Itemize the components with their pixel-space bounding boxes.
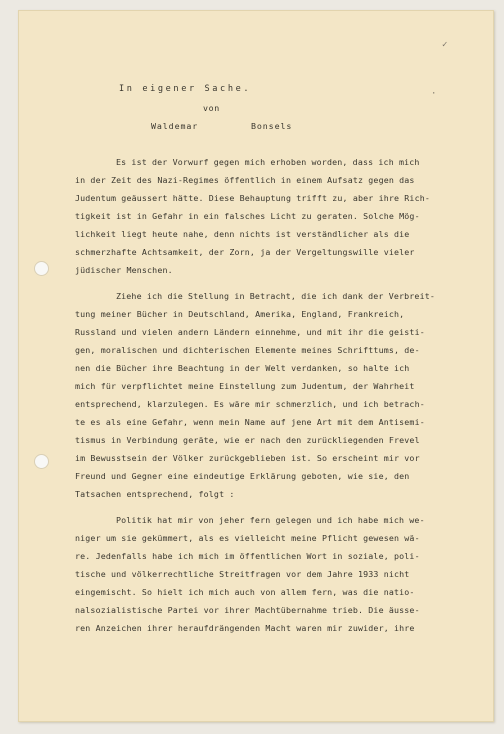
text-line: niger um sie gekümmert, als es vielleicht meine Pflicht gewesen wä- (75, 533, 420, 543)
text-line: tigkeit ist in Gefahr in ein falsches Licht zu geraten. Solche Mög- (75, 211, 420, 221)
author-last-name: Bonsels (251, 121, 293, 131)
text-line: ren Anzeichen ihrer heraufdrängenden Macht waren mir zuwider, ihre (75, 623, 415, 633)
text-line: tismus in Verbindung geräte, wie er nach den zurückliegenden Frevel (75, 435, 420, 445)
text-line: Es ist der Vorwurf gegen mich erhoben worden, dass ich mich (116, 157, 420, 167)
text-line: Russland und vielen andern Ländern einnehme, und mit ihr die geisti- (75, 327, 425, 337)
text-line: Freund und Gegner eine eindeutige Erklärung geboten, wie sie, den (75, 471, 410, 481)
text-line: Judentum geäussert hätte. Diese Behauptung trifft zu, aber ihre Rich- (75, 193, 431, 203)
author-first-name: Waldemar (151, 121, 199, 131)
text-line: te es als eine Gefahr, wenn mein Name auf jene Art mit dem Antisemi- (75, 417, 425, 427)
typewritten-page (18, 10, 494, 722)
text-line: entsprechend, klarzulegen. Es wäre mir schmerzlich, und ich betrach- (75, 399, 425, 409)
text-line: tung meiner Bücher in Deutschland, Amerika, England, Frankreich, (75, 309, 405, 319)
pencil-mark-title: · (431, 89, 437, 99)
text-line: Tatsachen entsprechend, folgt : (75, 489, 235, 499)
document-title: In eigener Sache. (119, 84, 252, 94)
text-line: mich für verpflichtet meine Einstellung zum Judentum, der Wahrheit (75, 381, 415, 391)
text-line: nen die Bücher ihre Beachtung in der Welt verdanken, so halte ich (75, 363, 410, 373)
text-line: jüdischer Menschen. (75, 265, 173, 275)
text-line: im Bewusstsein der Völker zurückgeblieben ist. So erscheint mir vor (75, 453, 420, 463)
text-line: in der Zeit des Nazi-Regimes öffentlich in einem Aufsatz gegen das (75, 175, 415, 185)
text-line: gen, moralischen und dichterischen Elemente meines Schrifttums, de- (75, 345, 420, 355)
pencil-mark-top: ✓ (442, 40, 448, 50)
text-line: Ziehe ich die Stellung in Betracht, die ich dank der Verbreit- (116, 291, 435, 301)
text-line: eingemischt. So hielt ich mich auch von allem fern, was die natio- (75, 587, 415, 597)
text-line: re. Jedenfalls habe ich mich im öffentlichen Wort in soziale, poli- (75, 551, 420, 561)
text-line: Politik hat mir von jeher fern gelegen und ich habe mich we- (116, 515, 425, 525)
text-line: nalsozialistische Partei vor ihrer Machtübernahme trieb. Die äusse- (75, 605, 420, 615)
document-body (18, 10, 494, 722)
text-line: schmerzhafte Achtsamkeit, der Zorn, ja der Vergeltungswille vieler (75, 247, 415, 257)
text-line: lichkeit liegt heute nahe, denn nichts ist verständlicher als die (75, 229, 410, 239)
text-line: tische und völkerrechtliche Streitfragen vor dem Jahre 1933 nicht (75, 569, 410, 579)
byline-von: von (203, 103, 220, 113)
